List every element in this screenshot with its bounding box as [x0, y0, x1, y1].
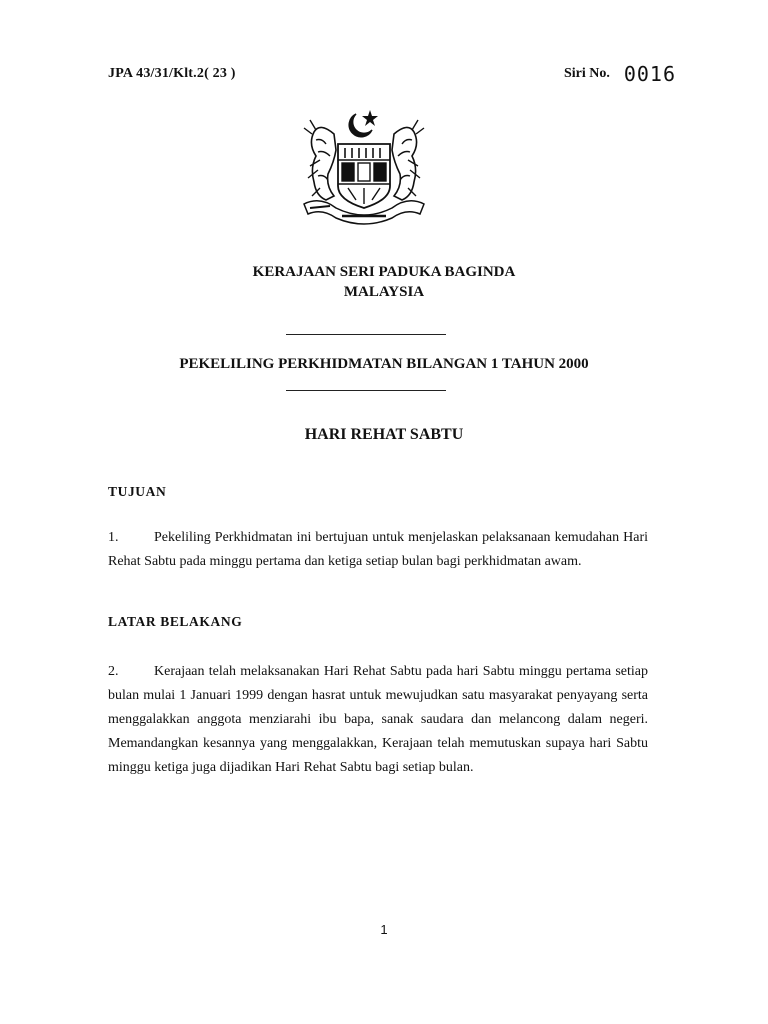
reference-number: JPA 43/31/Klt.2( 23 ) — [108, 66, 236, 81]
serial-number — [564, 62, 676, 86]
page-number: 1 — [380, 922, 388, 937]
government-name-line2: MALAYSIA — [343, 284, 425, 300]
paragraph-number: 1. — [108, 530, 119, 545]
paragraph-text: Kerajaan telah melaksanakan Hari Rehat Sabtu pada hari Sabtu minggu pertama setiap bulan mulai 1 Januari 1999 dengan hasrat untuk mewujudkan satu masyarakat penyayang serta menggalakkan anggota menziarahi ibu bapa, sanak saudara dan melancong dalam negeri. Memandangkan kesannya yang menggalakkan, Kerajaan telah memutuskan supaya hari Sabtu minggu ketiga juga dijadikan Hari Rehat Sabtu bagi setiap bulan. — [108, 664, 648, 775]
section-heading-latar-belakang: LATAR BELAKANG — [108, 614, 243, 629]
government-name-line1: KERAJAAN SERI PADUKA BAGINDA — [252, 264, 516, 280]
document-title: HARI REHAT SABTU — [304, 426, 464, 443]
circular-title: PEKELILING PERKHIDMATAN BILANGAN 1 TAHUN 2000 — [179, 356, 589, 372]
paragraph-2 — [108, 660, 648, 780]
section-heading-tujuan: TUJUAN — [108, 484, 167, 499]
paragraph-1 — [108, 526, 648, 574]
paragraph-number: 2. — [108, 664, 119, 679]
divider-bottom — [286, 390, 446, 391]
serial-label: Siri No. — [563, 66, 610, 81]
divider-top — [286, 334, 446, 335]
paragraph-text: Pekeliling Perkhidmatan ini bertujuan untuk menjelaskan pelaksanaan kemudahan Hari Rehat Sabtu pada minggu pertama dan ketiga setiap bulan bagi perkhidmatan awam. — [108, 530, 648, 569]
malaysia-coat-of-arms-icon — [290, 104, 438, 232]
serial-value: 0016 — [623, 62, 676, 86]
